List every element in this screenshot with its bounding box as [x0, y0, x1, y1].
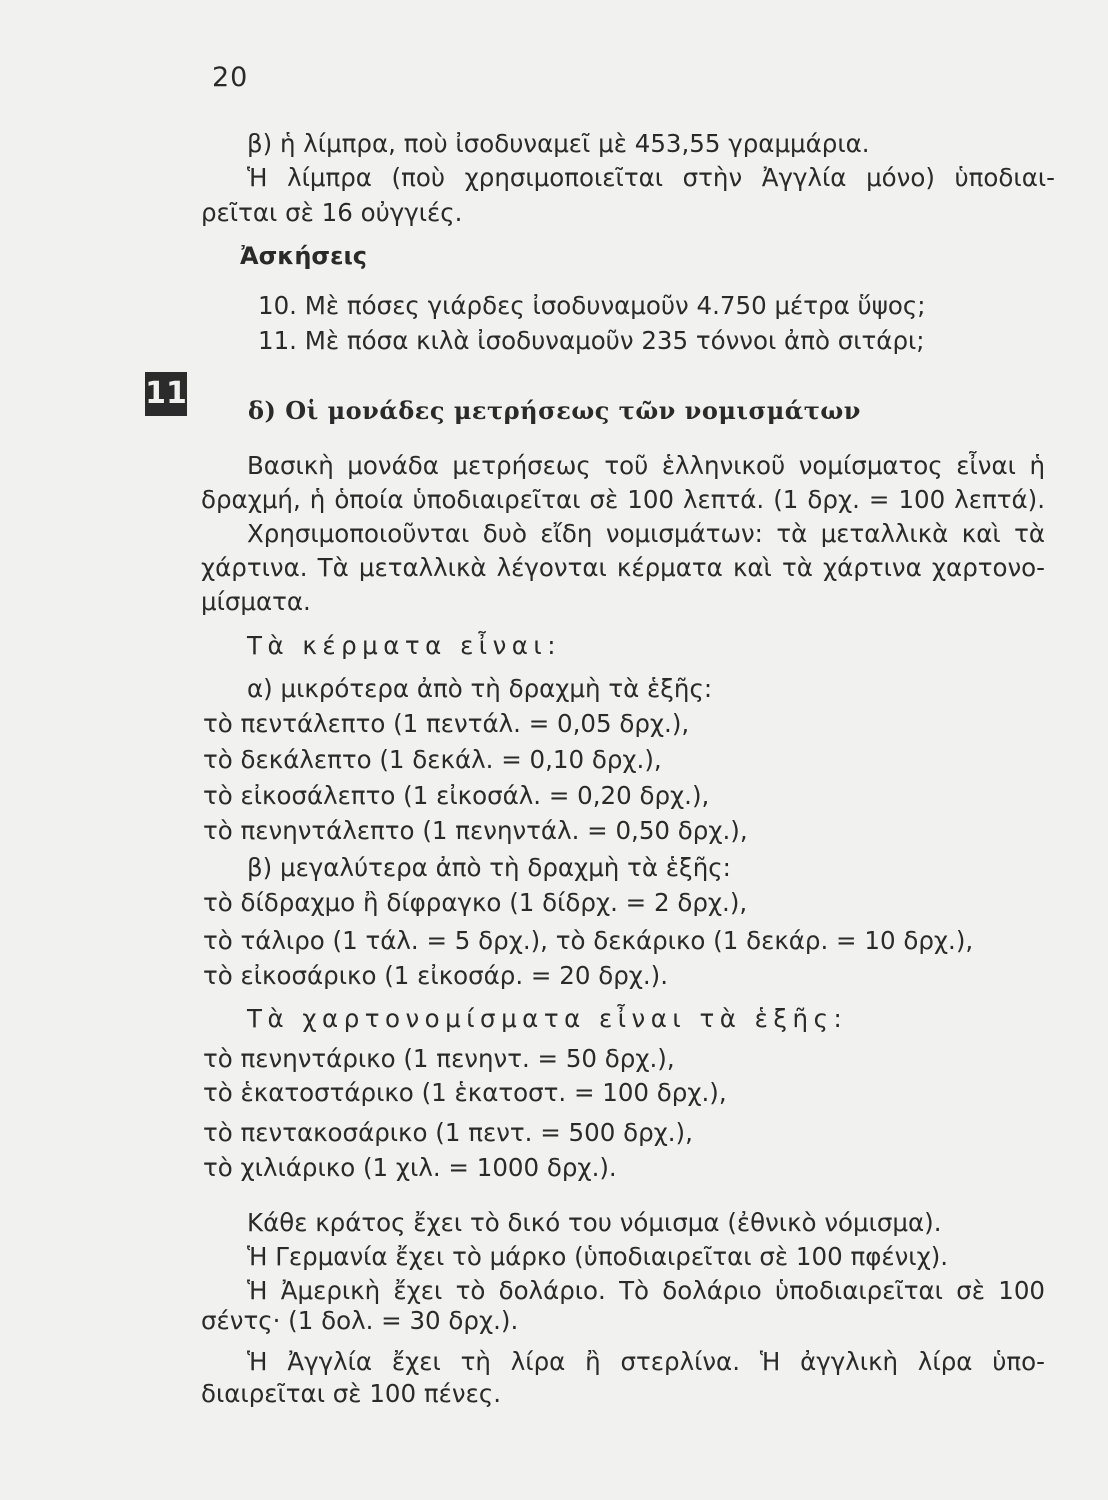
- exercise-item: 11. Μὲ πόσα κιλὰ ἰσοδυναμοῦν 235 τόννοι ἀπὸ σιτάρι;: [258, 326, 925, 355]
- notes-heading: Τὰ χαρτονομίσματα εἶναι τὰ ἑξῆς:: [247, 1004, 848, 1033]
- coin-item: τὸ πεντάλεπτο (1 πεντάλ. = 0,05 δρχ.),: [203, 709, 690, 738]
- closing-line: Ἡ Ἀμερικὴ ἔχει τὸ δολάριο. Τὸ δολάριο ὑποδιαιρεῖται σὲ 100: [247, 1276, 1045, 1305]
- coins-small-intro: α) μικρότερα ἀπὸ τὴ δραχμὴ τὰ ἑξῆς:: [247, 674, 713, 703]
- intro-line: ρεῖται σὲ 16 οὐγγιές.: [201, 198, 463, 227]
- coin-item: τὸ δίδραχμο ἢ δίφραγκο (1 δίδρχ. = 2 δρχ.),: [203, 888, 748, 917]
- coin-item: τὸ εἰκοσάλεπτο (1 εἰκοσάλ. = 0,20 δρχ.),: [203, 781, 710, 810]
- closing-line: Ἡ Γερμανία ἔχει τὸ μάρκο (ὑποδιαιρεῖται σὲ 100 πφένιχ).: [247, 1242, 949, 1271]
- body-line: χάρτινα. Τὰ μεταλλικὰ λέγονται κέρματα καὶ τὰ χάρτινα χαρτονο-: [201, 553, 1045, 582]
- exercises-heading: Ἀσκήσεις: [240, 242, 368, 270]
- body-line: μίσματα.: [201, 587, 311, 616]
- coin-item: τὸ τάλιρο (1 τάλ. = 5 δρχ.), τὸ δεκάρικο (1 δεκάρ. = 10 δρχ.),: [203, 926, 974, 955]
- closing-line: Ἡ Ἀγγλία ἔχει τὴ λίρα ἢ στερλίνα. Ἡ ἀγγλικὴ λίρα ὑπο-: [247, 1347, 1045, 1376]
- intro-line: Ἡ λίμπρα (ποὺ χρησιμοποιεῖται στὴν Ἀγγλία μόνο) ὑποδιαι-: [247, 163, 1055, 192]
- coin-item: τὸ πενηντάλεπτο (1 πενηντάλ. = 0,50 δρχ.),: [203, 816, 748, 845]
- note-item: τὸ χιλιάρικο (1 χιλ. = 1000 δρχ.).: [203, 1153, 617, 1182]
- closing-line: διαιρεῖται σὲ 100 πένες.: [201, 1379, 501, 1408]
- coins-large-intro: β) μεγαλύτερα ἀπὸ τὴ δραχμὴ τὰ ἑξῆς:: [247, 853, 731, 882]
- body-line: Χρησιμοποιοῦνται δυὸ εἴδη νομισμάτων: τὰ μεταλλικὰ καὶ τὰ: [247, 519, 1045, 548]
- body-line: δραχμή, ἡ ὁποία ὑποδιαιρεῖται σὲ 100 λεπτά. (1 δρχ. = 100 λεπτά).: [201, 485, 1045, 514]
- note-item: τὸ πεντακοσάρικο (1 πεντ. = 500 δρχ.),: [203, 1118, 693, 1147]
- note-item: τὸ ἑκατοστάρικο (1 ἑκατοστ. = 100 δρχ.),: [203, 1078, 727, 1107]
- coins-heading: Τὰ κέρματα εἶναι:: [247, 631, 561, 660]
- closing-line: Κάθε κράτος ἔχει τὸ δικό του νόμισμα (ἐθνικὸ νόμισμα).: [247, 1208, 942, 1237]
- section-title: δ) Οἱ μονάδες μετρήσεως τῶν νομισμάτων: [248, 396, 861, 425]
- section-number-badge: 11: [145, 372, 187, 416]
- coin-item: τὸ εἰκοσάρικο (1 εἰκοσάρ. = 20 δρχ.).: [203, 961, 669, 990]
- body-line: Βασικὴ μονάδα μετρήσεως τοῦ ἑλληνικοῦ νομίσματος εἶναι ἡ: [247, 451, 1045, 480]
- note-item: τὸ πενηντάρικο (1 πενηντ. = 50 δρχ.),: [203, 1044, 675, 1073]
- exercise-item: 10. Μὲ πόσες γιάρδες ἰσοδυναμοῦν 4.750 μέτρα ὕψος;: [258, 291, 926, 320]
- coin-item: τὸ δεκάλεπτο (1 δεκάλ. = 0,10 δρχ.),: [203, 745, 662, 774]
- closing-line: σέντς· (1 δολ. = 30 δρχ.).: [201, 1306, 519, 1335]
- intro-line: β) ἡ λίμπρα, ποὺ ἰσοδυναμεῖ μὲ 453,55 γραμμάρια.: [247, 129, 870, 158]
- page-number: 20: [212, 62, 249, 93]
